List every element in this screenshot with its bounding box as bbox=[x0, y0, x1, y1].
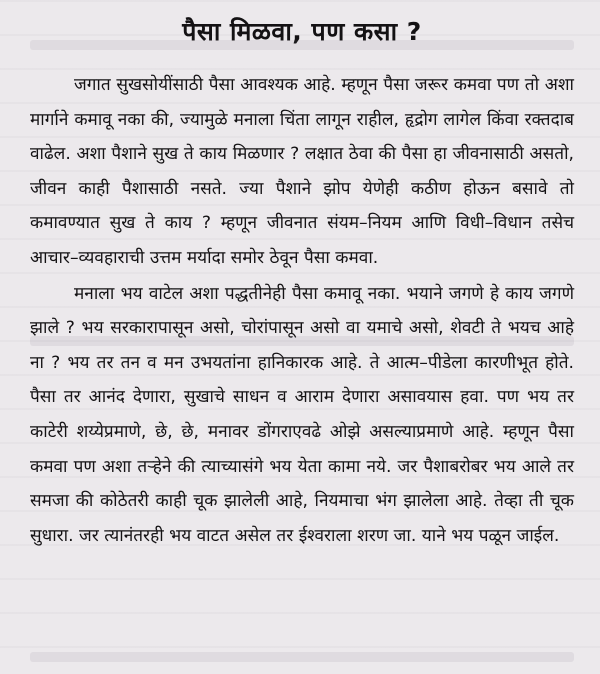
page-title: पैसा मिळवा, पण कसा ? bbox=[182, 17, 422, 46]
show-through-text bbox=[30, 40, 574, 50]
paragraph-2: मनाला भय वाटेल अशा पद्धतीनेही पैसा कमावू नका. भयाने जगणे हे काय जगणे झाले ? भय सरकारापासून असो, चोरांपासून असो वा यमाचे असो, शेवटी ते भयच आहे ना ? भय तर तन व मन उभयतांना हानिकारक आहे. ते आत्म–पीडेला कारणीभूत होते. पैसा तर आनंद देणारा, सुखाचे साधन व आराम देणारा असावयास हवा. पण भय तर काटेरी शय्येप्रमाणे, छे, छे, मनावर डोंगराएवढे ओझे असल्याप्रमाणे आहे. म्हणून पैसा कमवा पण अशा तऱ्हेने की त्याच्यासंगे भय येता कामा नये. जर पैशाबरोबर भय आले तर समजा की कोठेतरी काही चूक झालेली आहे, नियमाचा भंग झालेला आहे. तेव्हा ती चूक सुधारा. जर त्यानंतरही भय वाटत असेल तर ईश्वराला शरण जा. याने भय पळून जाईल. bbox=[30, 283, 574, 546]
show-through-text bbox=[30, 652, 574, 662]
show-through-text bbox=[30, 336, 574, 346]
paragraph-1: जगात सुखसोयींसाठी पैसा आवश्यक आहे. म्हणून पैसा जरूर कमवा पण तो अशा मार्गाने कमावू नका की, ज्यामुळे मनाला चिंता लागून राहील, हृद्रोग लागेल किंवा रक्तदाब वाढेल. अशा पैशाने सुख ते काय मिळणार ? लक्षात ठेवा की पैसा हा जीवनासाठी असतो, जीवन काही पैशासाठी नसते. ज्या पैशाने झोप येणेही कठीण होऊन बसावे तो कमावण्यात सुख ते काय ? म्हणून जीवनात संयम–नियम आणि विधी–विधान तसेच आचार–व्यवहाराची उत्तम मर्यादा समोर ठेवून पैसा कमवा. bbox=[30, 75, 574, 268]
